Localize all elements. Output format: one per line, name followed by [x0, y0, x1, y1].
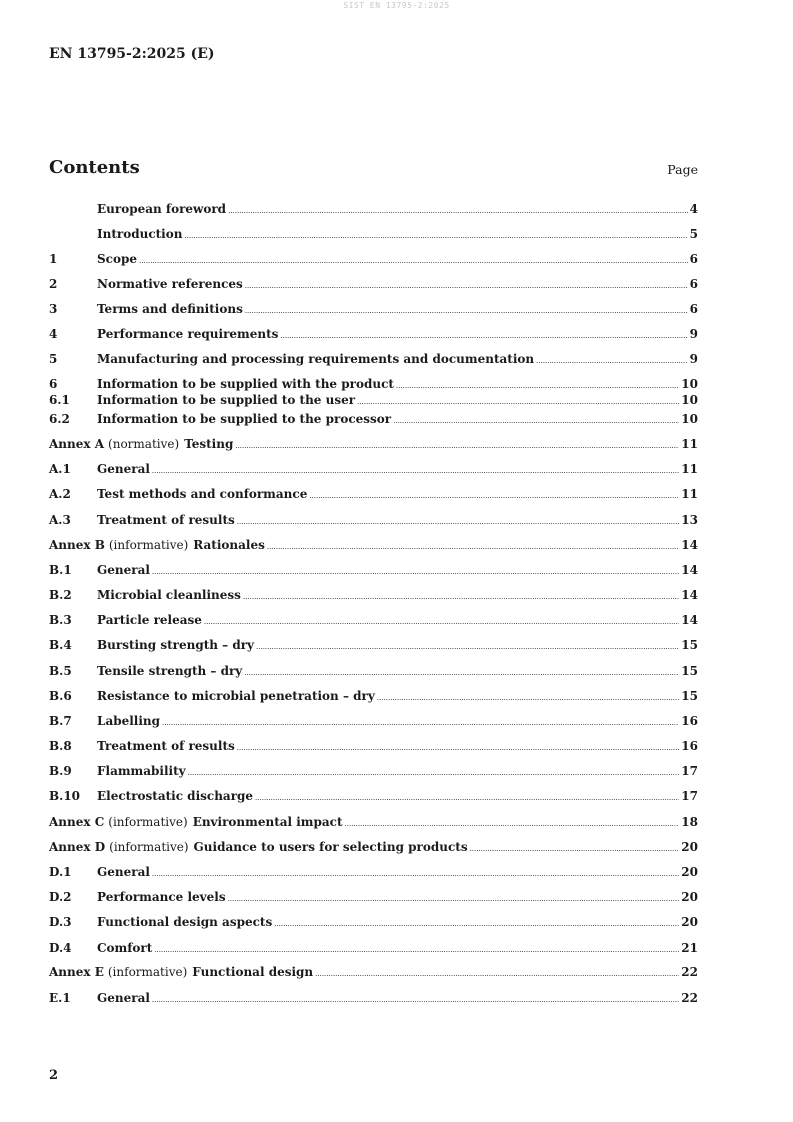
toc-annex-type: (informative)	[108, 538, 189, 552]
toc-dot-leader	[267, 536, 679, 556]
toc-entry-number: A.2	[49, 487, 71, 501]
toc-entry-number: D.1	[49, 865, 72, 879]
toc-entry-number: B.5	[49, 664, 72, 678]
toc-entry-title: Resistance to microbial penetration – dry	[97, 689, 375, 703]
toc-dot-leader	[245, 275, 688, 295]
toc-entry[interactable]	[49, 435, 698, 453]
toc-entry[interactable]	[49, 838, 698, 856]
toc-annex-label: Annex D	[49, 840, 106, 854]
toc-entry[interactable]	[49, 888, 698, 906]
toc-entry-title: Functional design aspects	[97, 915, 273, 929]
toc-entry-number: 2	[49, 277, 58, 291]
toc-entry-page: 11	[681, 462, 698, 476]
toc-entry-page: 10	[681, 393, 698, 407]
toc-entry[interactable]	[49, 662, 698, 680]
toc-entry-title: Treatment of results	[97, 513, 235, 527]
toc-dot-leader	[377, 687, 679, 707]
toc-dot-leader	[237, 511, 680, 531]
toc-entry[interactable]	[49, 561, 698, 579]
toc-entry-number: B.7	[49, 714, 72, 728]
toc-dot-leader	[536, 350, 688, 370]
toc-entry[interactable]	[49, 350, 698, 368]
toc-dot-leader	[188, 762, 680, 782]
toc-dot-leader	[154, 939, 679, 959]
toc-entry-page: 18	[681, 815, 698, 829]
toc-entry[interactable]	[49, 391, 698, 409]
toc-entry-title: Tensile strength – dry	[97, 664, 243, 678]
toc-dot-leader	[274, 913, 679, 933]
footer-page-number: 2	[49, 1068, 59, 1083]
toc-entry-title: Labelling	[97, 714, 161, 728]
toc-entry[interactable]	[49, 963, 698, 981]
toc-entry-page: 10	[681, 412, 698, 426]
toc-dot-leader	[280, 325, 687, 345]
toc-entry-title: General	[97, 865, 150, 879]
toc-entry-title: Testing	[184, 437, 234, 451]
toc-entry-title: Terms and definitions	[97, 302, 243, 316]
toc-entry[interactable]	[49, 325, 698, 343]
toc-entry-number: B.9	[49, 764, 72, 778]
toc-dot-leader	[152, 989, 679, 1009]
toc-entry-page: 17	[681, 789, 698, 803]
toc-entry-number: B.10	[49, 789, 81, 803]
toc-entry-title: Bursting strength – dry	[97, 638, 255, 652]
toc-entry-number: D.3	[49, 915, 72, 929]
toc-annex-type: (informative)	[108, 815, 188, 829]
toc-annex-label: Annex C	[49, 815, 105, 829]
toc-entry-page: 21	[681, 941, 698, 955]
toc-entry-page: 15	[681, 689, 698, 703]
toc-annex-label: Annex B	[49, 538, 105, 552]
toc-entry-page: 17	[681, 764, 698, 778]
toc-entry-number: 6.1	[49, 393, 70, 407]
toc-entry-number: B.8	[49, 739, 72, 753]
toc-entry-page: 6	[689, 277, 698, 291]
toc-entry-number: A.1	[49, 462, 71, 476]
toc-dot-leader	[152, 863, 679, 883]
toc-entry-page: 20	[681, 865, 698, 879]
toc-entry-title: Treatment of results	[97, 739, 235, 753]
toc-entry[interactable]	[49, 511, 698, 529]
toc-entry-title: Particle release	[97, 613, 202, 627]
toc-entry-title: Performance levels	[97, 890, 226, 904]
toc-dot-leader	[244, 662, 679, 682]
toc-entry-page: 9	[689, 327, 698, 341]
toc-entry-page: 14	[681, 613, 698, 627]
toc-entry-title: Rationales	[193, 538, 265, 552]
toc-entry-title: General	[97, 991, 150, 1005]
toc-annex-type: (normative)	[108, 437, 180, 451]
toc-entry-number: D.2	[49, 890, 72, 904]
toc-entry-title: Comfort	[97, 941, 153, 955]
toc-entry-number: B.4	[49, 638, 72, 652]
toc-entry-page: 20	[681, 890, 698, 904]
toc-entry[interactable]	[49, 485, 698, 503]
toc-dot-leader	[184, 225, 687, 245]
toc-dot-leader	[152, 460, 679, 480]
toc-entry-title: Guidance to users for selecting products	[193, 840, 468, 854]
toc-annex-label: Annex A	[49, 437, 105, 451]
toc-entry[interactable]	[49, 200, 698, 218]
toc-entry[interactable]	[49, 939, 698, 957]
toc-dot-leader	[237, 737, 680, 757]
toc-entry-page: 22	[681, 991, 698, 1005]
toc-entry-page: 6	[689, 302, 698, 316]
toc-dot-leader	[162, 712, 679, 732]
toc-entry-number: B.6	[49, 689, 72, 703]
toc-entry-title: Electrostatic discharge	[97, 789, 254, 803]
toc-entry-page: 15	[681, 664, 698, 678]
toc-entry-page: 4	[689, 202, 698, 216]
toc-entry[interactable]	[49, 863, 698, 881]
toc-dot-leader	[309, 485, 679, 505]
toc-entry[interactable]	[49, 225, 698, 243]
toc-entry[interactable]	[49, 712, 698, 730]
toc-entry-title: Microbial cleanliness	[97, 588, 241, 602]
toc-dot-leader	[345, 813, 680, 833]
toc-entry-page: 14	[681, 588, 698, 602]
toc-entry-page: 15	[681, 638, 698, 652]
toc-entry-page: 13	[681, 513, 698, 527]
toc-entry-number: 5	[49, 352, 58, 366]
toc-entry-number: 6.2	[49, 412, 70, 426]
toc-dot-leader	[152, 561, 679, 581]
toc-dot-leader	[243, 586, 679, 606]
toc-annex-label: Annex E	[49, 965, 104, 979]
toc-annex-type: (informative)	[109, 840, 189, 854]
toc-entry-title: Manufacturing and processing requirements and documentation	[97, 352, 535, 366]
toc-entry-page: 16	[681, 714, 698, 728]
toc-entry[interactable]	[49, 275, 698, 293]
toc-entry-number: B.3	[49, 613, 72, 627]
toc-entry[interactable]	[49, 536, 698, 554]
toc-entry-number: A.3	[49, 513, 71, 527]
toc-entry-title: Functional design	[192, 965, 314, 979]
toc-entry-page: 9	[689, 352, 698, 366]
toc-entry[interactable]	[49, 410, 698, 428]
toc-entry-title: General	[97, 462, 150, 476]
toc-dot-leader	[139, 250, 688, 270]
toc-entry[interactable]	[49, 787, 698, 805]
toc-entry[interactable]	[49, 913, 698, 931]
toc-entry-page: 20	[681, 915, 698, 929]
toc-entry-number: D.4	[49, 941, 72, 955]
toc-annex-type: (informative)	[107, 965, 188, 979]
contents-title: Contents	[49, 157, 140, 178]
toc-entry-title: Normative references	[97, 277, 243, 291]
toc-dot-leader	[470, 838, 680, 858]
page-column-label: Page	[667, 162, 698, 177]
toc-entry-title: Information to be supplied to the processor	[97, 412, 392, 426]
toc-entry-number: 3	[49, 302, 58, 316]
toc-entry-title: Test methods and conformance	[97, 487, 308, 501]
toc-entry-page: 10	[681, 377, 698, 391]
toc-entry-title: Introduction	[97, 227, 183, 241]
toc-entry[interactable]	[49, 611, 698, 629]
toc-dot-leader	[357, 391, 679, 411]
toc-dot-leader	[255, 787, 679, 807]
toc-entry-number: E.1	[49, 991, 71, 1005]
toc-entry-title: Scope	[97, 252, 138, 266]
toc-entry[interactable]	[49, 300, 698, 318]
toc-entry-page: 16	[681, 739, 698, 753]
toc-entry-page: 20	[681, 840, 698, 854]
toc-entry[interactable]	[49, 250, 698, 268]
toc-entry-page: 11	[681, 487, 698, 501]
toc-entry[interactable]	[49, 762, 698, 780]
toc-dot-leader	[245, 300, 688, 320]
toc-entry[interactable]	[49, 636, 698, 654]
toc-dot-leader	[228, 200, 688, 220]
toc-dot-leader	[393, 410, 679, 430]
toc-dot-leader	[315, 963, 679, 983]
toc-dot-leader	[228, 888, 680, 908]
toc-entry-number: 6	[49, 377, 58, 391]
toc-dot-leader	[235, 435, 679, 455]
toc-entry-page: 14	[681, 563, 698, 577]
toc-entry-number: 4	[49, 327, 58, 341]
toc-entry-page: 6	[689, 252, 698, 266]
toc-entry-title: Information to be supplied with the product	[97, 377, 394, 391]
toc-entry-title: Performance requirements	[97, 327, 279, 341]
toc-dot-leader	[256, 636, 679, 656]
toc-entry-page: 11	[681, 437, 698, 451]
toc-entry-title: Information to be supplied to the user	[97, 393, 356, 407]
toc-entry[interactable]	[49, 813, 698, 831]
toc-entry[interactable]	[49, 989, 698, 1007]
toc-entry[interactable]	[49, 737, 698, 755]
toc-entry[interactable]	[49, 687, 698, 705]
watermark: SIST EN 13795-2:2025	[343, 1, 450, 10]
toc-entry-title: Flammability	[97, 764, 186, 778]
toc-entry-title: European foreword	[97, 202, 227, 216]
toc-entry-page: 14	[681, 538, 698, 552]
toc-entry-title: General	[97, 563, 150, 577]
toc-entry-page: 5	[689, 227, 698, 241]
toc-entry[interactable]	[49, 460, 698, 478]
toc-entry[interactable]	[49, 586, 698, 604]
toc-entry-title: Environmental impact	[192, 815, 343, 829]
toc-entry-number: 1	[49, 252, 58, 266]
toc-dot-leader	[204, 611, 679, 631]
document-header: EN 13795-2:2025 (E)	[49, 46, 215, 62]
toc-entry-number: B.2	[49, 588, 72, 602]
toc-entry-number: B.1	[49, 563, 72, 577]
toc-entry-page: 22	[681, 965, 698, 979]
